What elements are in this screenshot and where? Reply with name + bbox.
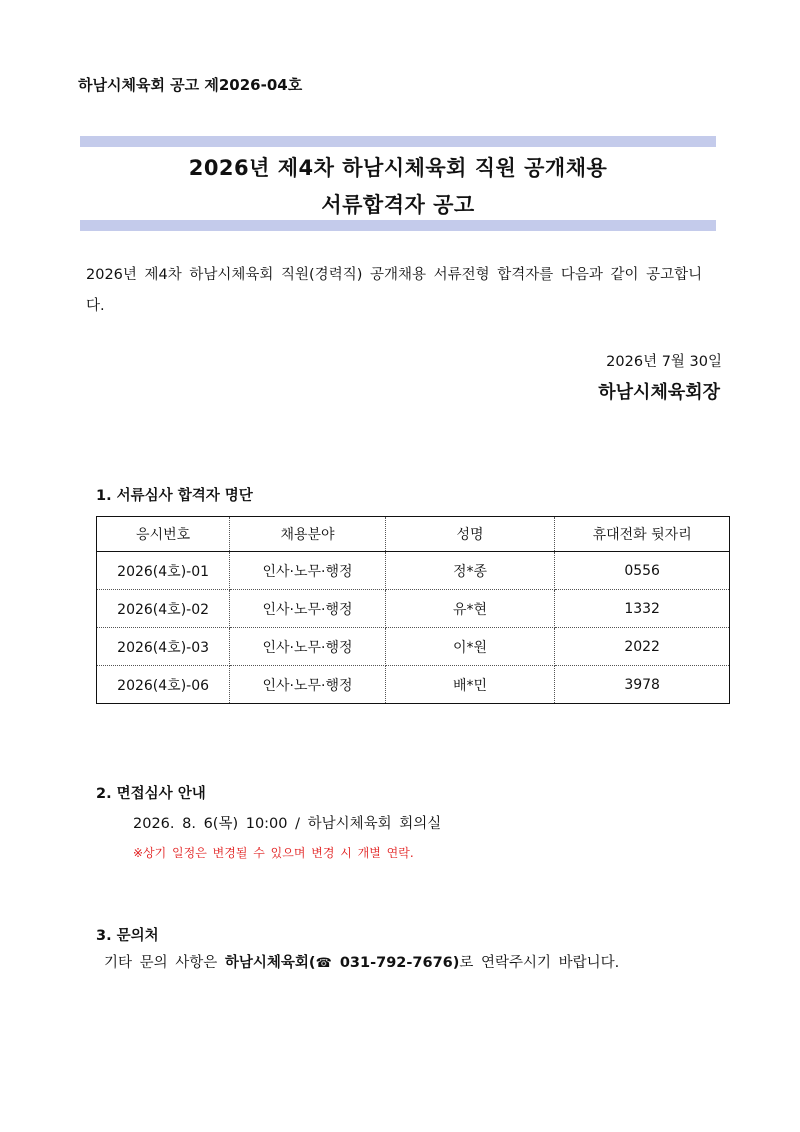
section-title-roster: 1. 서류심사 합격자 명단 <box>96 488 253 504</box>
notice-number: 하남시체육회 공고 제2026-04호 <box>78 76 303 94</box>
interview-note: ※상기 일정은 변경될 수 있으며 변경 시 개별 연락. <box>133 846 414 860</box>
contact-suffix: 로 연락주시기 바랍니다. <box>459 955 620 971</box>
column-header: 성명 <box>385 517 554 552</box>
title-band-bottom <box>80 220 716 231</box>
table-cell: 인사·노무·행정 <box>230 552 386 590</box>
table-cell: 정*종 <box>385 552 554 590</box>
table-cell: 유*현 <box>385 590 554 628</box>
table-cell: 2026(4호)-03 <box>97 628 230 666</box>
phone-icon: ☎ <box>315 956 332 971</box>
table-row <box>97 590 730 628</box>
table-cell: 3978 <box>555 666 730 704</box>
table-cell: 0556 <box>555 552 730 590</box>
issue-date: 2026년 7월 30일 <box>606 354 722 370</box>
table-cell: 인사·노무·행정 <box>230 590 386 628</box>
table-cell: 2026(4호)-01 <box>97 552 230 590</box>
table-row <box>97 552 730 590</box>
table-row <box>97 628 730 666</box>
page-title-line1: 2026년 제4차 하남시체육회 직원 공개채용 <box>188 156 608 180</box>
table-cell: 2026(4호)-06 <box>97 666 230 704</box>
table-cell: 2022 <box>555 628 730 666</box>
table-header-row <box>97 517 730 552</box>
column-header: 휴대전화 뒷자리 <box>555 517 730 552</box>
table-cell: 인사·노무·행정 <box>230 666 386 704</box>
section-title-interview: 2. 면접심사 안내 <box>96 786 206 802</box>
table-cell: 이*원 <box>385 628 554 666</box>
table-cell: 인사·노무·행정 <box>230 628 386 666</box>
table-cell: 1332 <box>555 590 730 628</box>
page-title-line2: 서류합격자 공고 <box>321 193 475 217</box>
roster-table <box>96 516 730 704</box>
contact-phone: 031-792-7676) <box>331 955 460 971</box>
title-band-top <box>80 136 716 147</box>
table-cell: 배*민 <box>385 666 554 704</box>
contact-org: 하남시체육회( <box>224 955 316 971</box>
table-cell: 2026(4호)-02 <box>97 590 230 628</box>
issuer-signature: 하남시체육회장 <box>598 382 720 403</box>
contact-prefix: 기타 문의 사항은 <box>104 955 225 971</box>
column-header: 채용분야 <box>230 517 386 552</box>
intro-paragraph: 2026년 제4차 하남시체육회 직원(경력직) 공개채용 서류전형 합격자를 다음과 같이 공고합니다. <box>86 267 703 314</box>
column-header: 응시번호 <box>97 517 230 552</box>
interview-schedule: 2026. 8. 6(목) 10:00 / 하남시체육회 회의실 <box>133 816 442 832</box>
section-title-contact: 3. 문의처 <box>96 928 159 944</box>
contact-line <box>104 951 619 972</box>
table-row <box>97 666 730 704</box>
